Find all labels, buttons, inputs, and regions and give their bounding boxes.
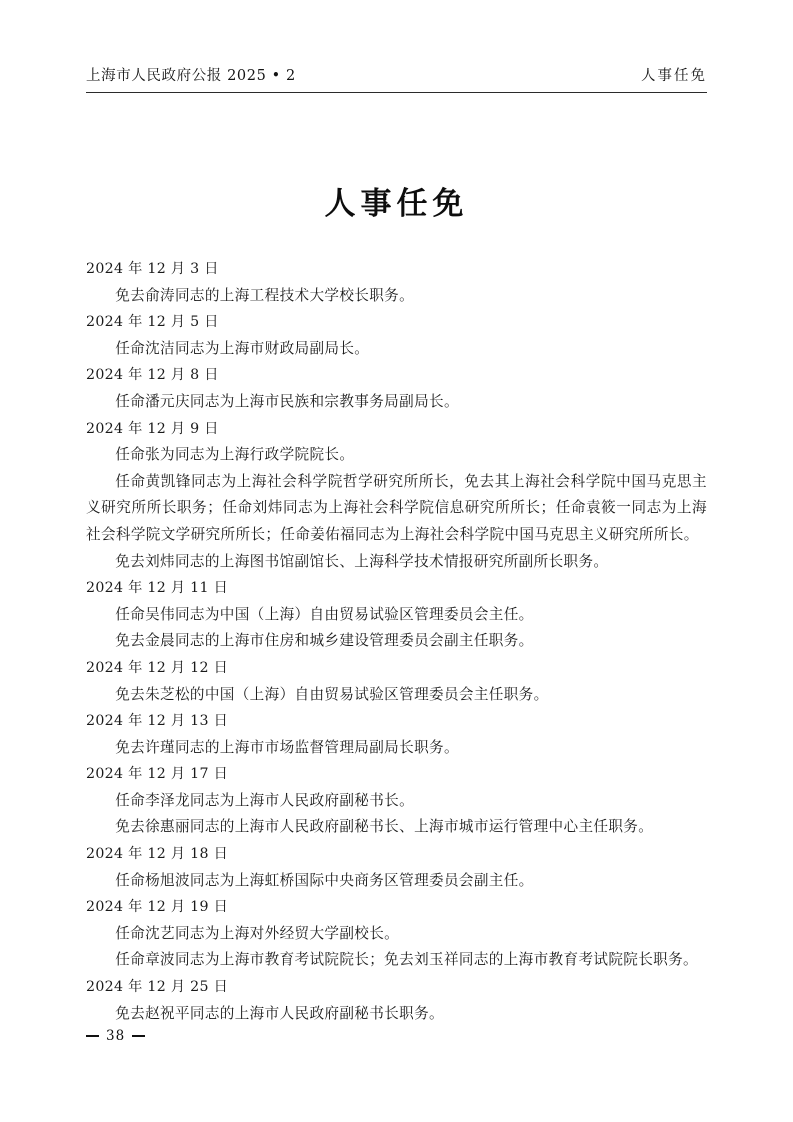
entry-date: 2024 年 12 月 8 日 [86,367,219,384]
entry-date: 2024 年 12 月 18 日 [86,846,229,863]
dash-right-icon [132,1035,145,1036]
entry-date: 2024 年 12 月 17 日 [86,766,229,783]
entry-block [86,416,707,576]
entry-block [86,841,707,894]
entry-text: 任命李泽龙同志为上海市人民政府副秘书长。 [115,791,415,809]
entry-date: 2024 年 12 月 11 日 [86,580,229,597]
entry-text: 免去赵祝平同志的上海市人民政府副秘书长职务。 [115,1004,444,1022]
entry-block [86,974,707,1027]
entry-block [86,708,707,761]
entry-text: 免去俞涛同志的上海工程技术大学校长职务。 [115,286,415,304]
entry-date: 2024 年 12 月 12 日 [86,659,229,676]
entry-block [86,894,707,974]
entry-text: 免去金晨同志的上海市住房和城乡建设管理委员会副主任职务。 [115,632,534,650]
entry-block [86,309,707,362]
page-title: 人事任免 [324,186,469,222]
page-number: 38 [106,1028,126,1044]
document-body [86,256,707,1027]
entry-date: 2024 年 12 月 5 日 [86,314,219,331]
entry-date: 2024 年 12 月 25 日 [86,979,229,996]
entry-text: 任命黄凯锋同志为上海社会科学院哲学研究所所长，免去其上海社会科学院中国马克思主义研究所所长职务；任命刘炜同志为上海社会科学院信息研究所所长；任命袁筱一同志为上海社会科学院文学研究所所长；任命姜佑福同志为上海社会科学院中国马克思主义研究所所长。 [86,472,707,543]
entry-text: 任命张为同志为上海行政学院院长。 [115,446,355,464]
header-publication-title: 上海市人民政府公报 2025 • 2 [86,68,296,84]
entry-text: 任命吴伟同志为中国（上海）自由贸易试验区管理委员会主任。 [115,605,534,623]
entry-text: 任命杨旭波同志为上海虹桥国际中央商务区管理委员会副主任。 [115,871,534,889]
entry-block [86,655,707,708]
header-section-title: 人事任免 [641,68,707,84]
page-header [86,64,707,93]
entry-block [86,575,707,655]
entry-text: 任命章波同志为上海市教育考试院院长；免去刘玉祥同志的上海市教育考试院院长职务。 [115,951,698,969]
entry-date: 2024 年 12 月 9 日 [86,420,219,437]
entry-text: 任命沈艺同志为上海对外经贸大学副校长。 [115,924,400,942]
dash-left-icon [86,1035,99,1036]
entry-text: 免去许瑾同志的上海市市场监督管理局副局长职务。 [115,738,459,756]
entry-date: 2024 年 12 月 13 日 [86,713,229,730]
entry-text: 任命沈洁同志为上海市财政局副局长。 [115,339,370,357]
entry-block [86,761,707,841]
entry-block [86,256,707,309]
entry-text: 任命潘元庆同志为上海市民族和宗教事务局副局长。 [115,392,459,410]
entry-date: 2024 年 12 月 3 日 [86,261,219,277]
entry-date: 2024 年 12 月 19 日 [86,899,229,916]
page-footer [86,1028,145,1044]
entry-text: 免去刘炜同志的上海图书馆副馆长、上海科学技术情报研究所副所长职务。 [115,552,609,570]
entry-text: 免去徐惠丽同志的上海市人民政府副秘书长、上海市城市运行管理中心主任职务。 [115,818,654,836]
entry-text: 免去朱芝松的中国（上海）自由贸易试验区管理委员会主任职务。 [115,685,549,703]
entry-block [86,362,707,415]
